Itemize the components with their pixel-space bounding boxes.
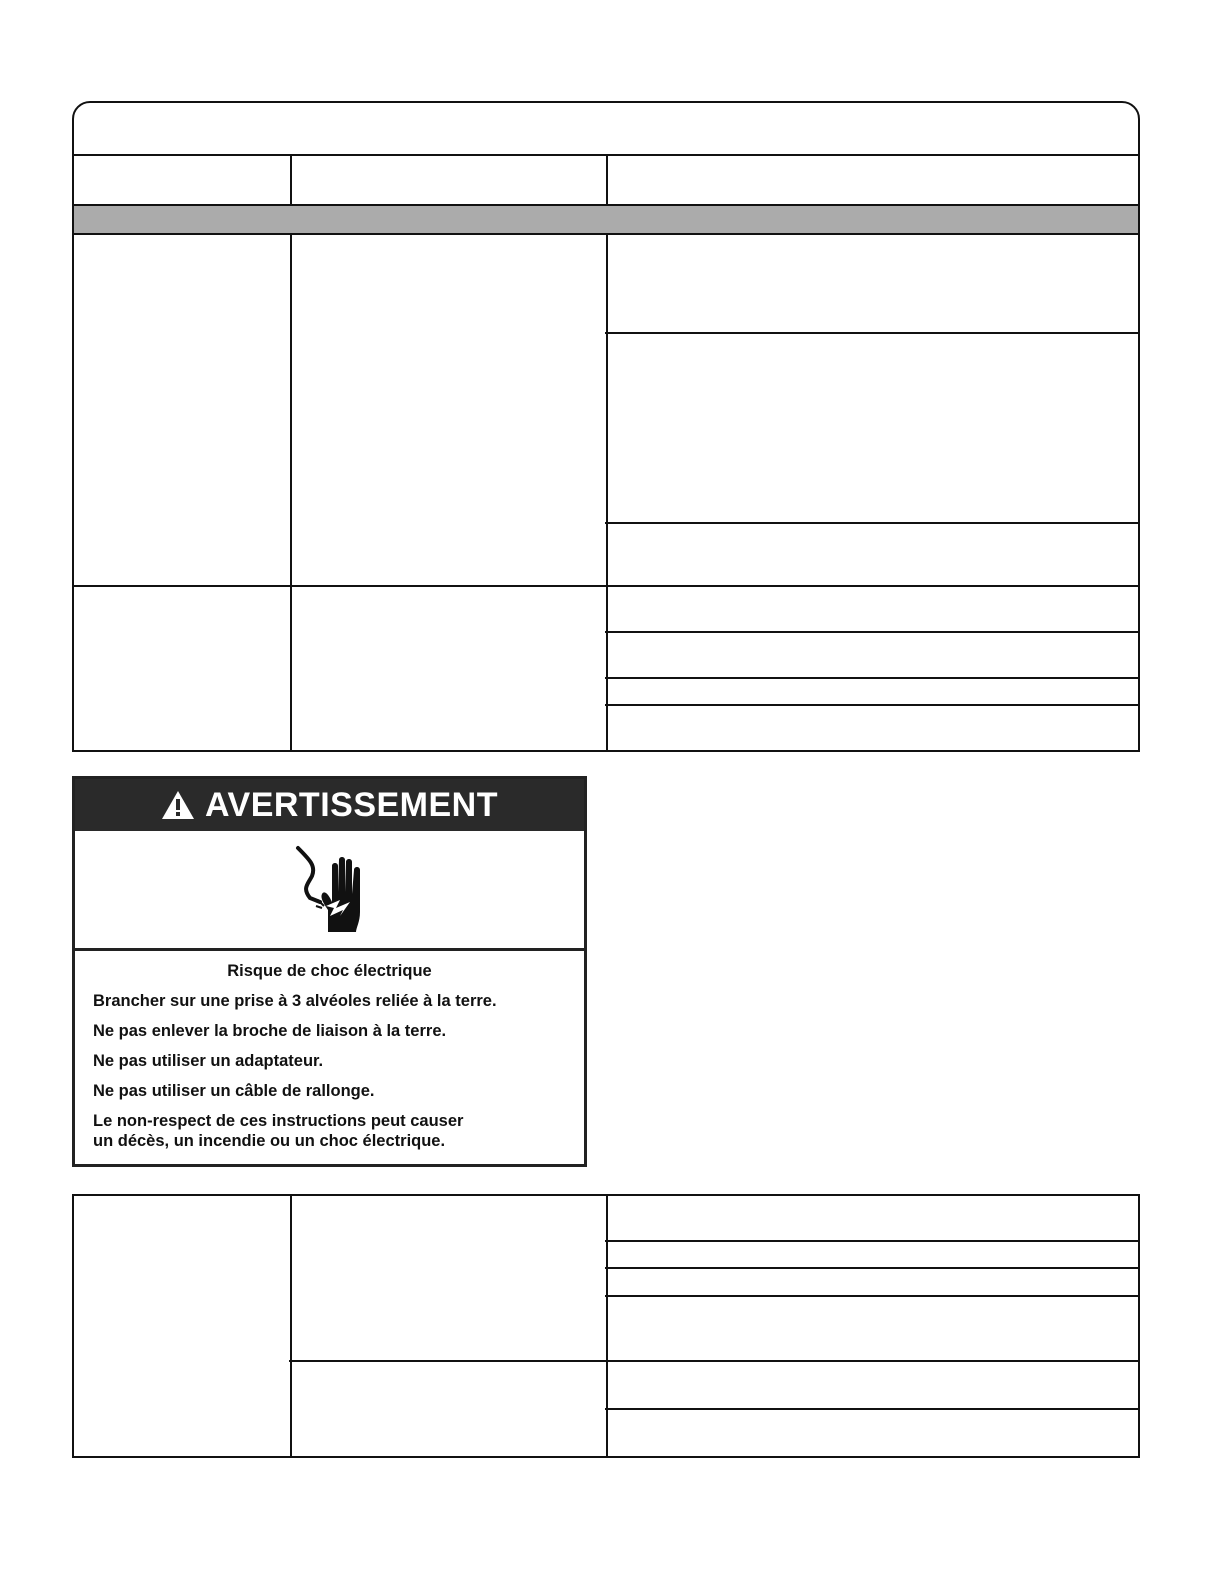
- section-band: [74, 206, 1138, 233]
- troubleshooting-table-top: [72, 101, 1140, 752]
- electrical-shock-hand-icon: [280, 840, 380, 940]
- electrical-warning-box: [72, 776, 587, 1167]
- section-band-bottom-rule: [72, 233, 1140, 235]
- row-divider: [605, 1267, 1140, 1269]
- column-divider-2: [606, 1196, 608, 1456]
- row-divider: [605, 522, 1140, 524]
- row-group-divider: [289, 1360, 1140, 1362]
- troubleshooting-table-bottom: [72, 1194, 1140, 1458]
- section-band-top-rule: [72, 204, 1140, 206]
- warning-consequence-line: Le non-respect de ces instructions peut causer: [93, 1112, 464, 1130]
- row-divider: [605, 1408, 1140, 1410]
- warning-line: Ne pas enlever la broche de liaison à la terre.: [93, 1022, 447, 1040]
- warning-line: Ne pas utiliser un adaptateur.: [93, 1052, 324, 1070]
- row-divider: [605, 1240, 1140, 1242]
- row-divider: [605, 332, 1140, 334]
- warning-text: [75, 951, 584, 1151]
- warning-title: AVERTISSEMENT: [204, 785, 498, 824]
- warning-line: Brancher sur une prise à 3 alvéoles reliée à la terre.: [93, 992, 497, 1010]
- row-divider: [605, 631, 1140, 633]
- warning-consequence-line: un décès, un incendie ou un choc électrique.: [93, 1132, 446, 1150]
- warning-header: [75, 779, 584, 831]
- warning-triangle-icon: [161, 789, 195, 821]
- column-divider-1: [290, 154, 292, 750]
- row-group-divider: [72, 585, 1140, 587]
- row-divider: [605, 1295, 1140, 1297]
- warning-heading: Risque de choc électrique: [227, 962, 432, 980]
- warning-pictogram-area: [75, 831, 584, 951]
- warning-line: Ne pas utiliser un câble de rallonge.: [93, 1082, 375, 1100]
- row-divider: [605, 677, 1140, 679]
- column-divider-1: [290, 1196, 292, 1456]
- row-divider: [605, 704, 1140, 706]
- warning-consequence: [93, 1111, 566, 1151]
- column-divider-2: [606, 154, 608, 750]
